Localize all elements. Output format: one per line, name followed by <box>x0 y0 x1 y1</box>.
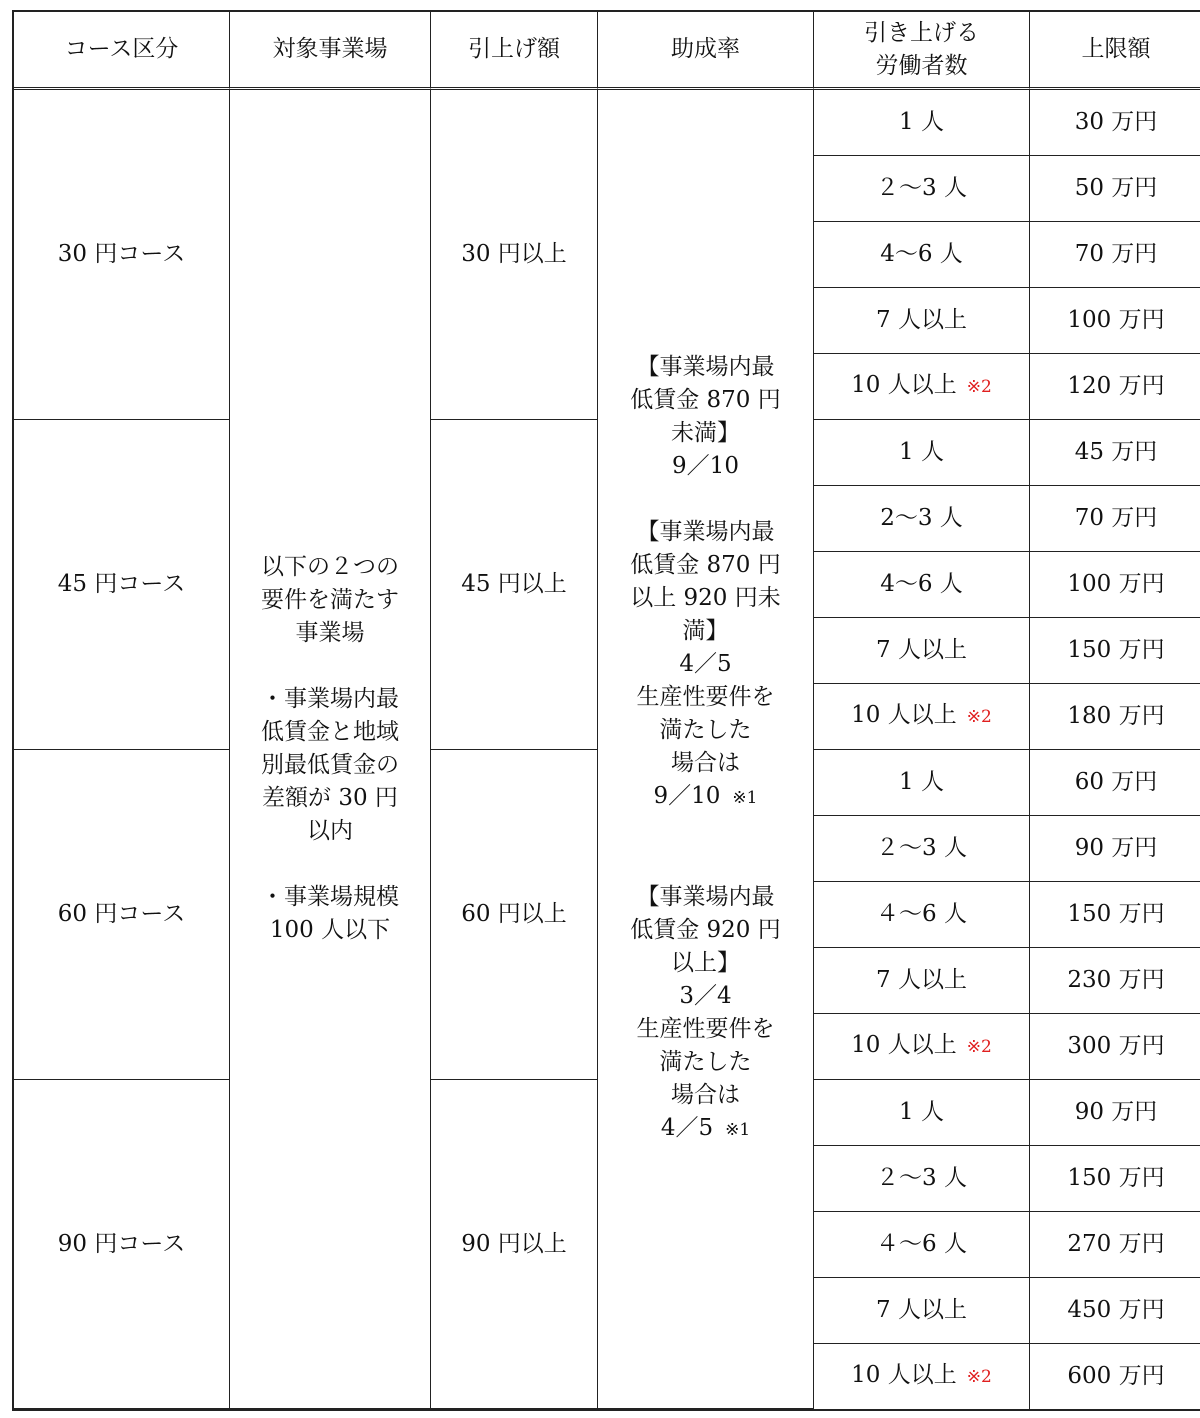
rate-b3-ratio: 3／4 <box>679 983 732 1009</box>
workers-count: ４～6 人 <box>814 1212 1030 1278</box>
header-workers <box>814 12 1030 90</box>
limit-amount: 180 万円 <box>1030 684 1200 750</box>
workers-count-with-note <box>814 1344 1030 1409</box>
rate-b3-line: 以上】 <box>671 950 740 976</box>
header-course: コース区分 <box>14 12 230 90</box>
rate-b1-line: 【事業場内最 <box>636 354 775 380</box>
limit-amount: 70 万円 <box>1030 486 1200 552</box>
limit-amount: 450 万円 <box>1030 1278 1200 1344</box>
workers-count: 7 人以上 <box>814 618 1030 684</box>
workers-count: 7 人以上 <box>814 948 1030 1014</box>
course-name: 90 円コース <box>14 1080 230 1409</box>
workers-count: ２～3 人 <box>814 816 1030 882</box>
footnote-marker: ※2 <box>966 1037 992 1057</box>
workers-count: 2～3 人 <box>814 486 1030 552</box>
header-limit: 上限額 <box>1030 12 1200 90</box>
target-req1-line: 以内 <box>307 818 353 844</box>
workers-count: 7 人以上 <box>814 288 1030 354</box>
footnote-marker: ※2 <box>966 707 992 727</box>
workers-count: 10 人以上 <box>851 372 957 398</box>
target-req1-line: 差額が 30 円 <box>262 785 398 811</box>
rate-b2-prod-line: 場合は <box>671 750 740 776</box>
target-intro-line: 以下の２つの <box>261 554 399 580</box>
target-req2-line: 100 人以下 <box>269 917 391 943</box>
workers-count: 10 人以上 <box>851 1032 957 1058</box>
limit-amount: 100 万円 <box>1030 288 1200 354</box>
course-raise: 45 円以上 <box>431 420 598 750</box>
limit-amount: 600 万円 <box>1067 1363 1165 1389</box>
rate-b2-ratio: 4／5 <box>679 651 732 677</box>
spacer <box>606 483 805 516</box>
rate-b3-prod-line: 満たした <box>659 1049 752 1075</box>
limit-amount: 230 万円 <box>1030 948 1200 1014</box>
header-workers-line2: 労働者数 <box>875 52 968 79</box>
workers-count: 1 人 <box>814 420 1030 486</box>
workers-count-with-note <box>814 684 1030 750</box>
rate-b1-ratio: 9／10 <box>672 453 739 479</box>
rate-b2-prod-ratio-line <box>606 780 805 815</box>
limit-amount: 300 万円 <box>1030 1014 1200 1080</box>
workers-count: 4～6 人 <box>814 552 1030 618</box>
spacer <box>606 815 805 848</box>
workers-count: 7 人以上 <box>814 1278 1030 1344</box>
rate-b3-note: ※1 <box>725 1120 751 1140</box>
limit-amount: 70 万円 <box>1030 222 1200 288</box>
limit-amount: 50 万円 <box>1030 156 1200 222</box>
rate-b2-line: 低賃金 870 円 <box>630 552 781 578</box>
table-row <box>14 90 1200 156</box>
header-target: 対象事業場 <box>230 12 431 90</box>
workers-count: ２～3 人 <box>814 1146 1030 1212</box>
workers-count: 1 人 <box>814 90 1030 156</box>
rate-b2-prod-ratio: 9／10 <box>653 783 721 809</box>
course-raise: 30 円以上 <box>431 90 598 420</box>
course-name: 60 円コース <box>14 750 230 1080</box>
workers-count: ２～3 人 <box>814 156 1030 222</box>
rate-b2-prod-line: 満たした <box>659 717 752 743</box>
limit-amount: 60 万円 <box>1030 750 1200 816</box>
header-raise: 引上げ額 <box>431 12 598 90</box>
subsidy-rate <box>598 90 814 1409</box>
course-name: 45 円コース <box>14 420 230 750</box>
workers-count: 1 人 <box>814 750 1030 816</box>
subsidy-course-table <box>12 10 1200 1411</box>
limit-amount: 90 万円 <box>1030 1080 1200 1146</box>
spacer <box>606 848 805 881</box>
rate-b1-line: 未満】 <box>671 420 740 446</box>
footnote-marker: ※2 <box>966 377 992 397</box>
limit-amount: 150 万円 <box>1030 882 1200 948</box>
header-workers-line1: 引き上げる <box>864 19 979 46</box>
footnote-marker: ※2 <box>966 1367 992 1387</box>
course-raise: 90 円以上 <box>431 1080 598 1409</box>
target-intro-line: 事業場 <box>295 620 365 646</box>
workers-count: 4～6 人 <box>814 222 1030 288</box>
target-req2-line: ・事業場規模 <box>261 884 399 910</box>
header-rate: 助成率 <box>598 12 814 90</box>
spacer <box>236 650 424 683</box>
target-intro-line: 要件を満たす <box>261 587 399 613</box>
rate-b2-line: 【事業場内最 <box>636 519 775 545</box>
target-conditions <box>230 90 431 1409</box>
limit-amount: 30 万円 <box>1030 90 1200 156</box>
workers-count-with-note <box>814 354 1030 420</box>
workers-count: ４～6 人 <box>814 882 1030 948</box>
limit-amount: 270 万円 <box>1030 1212 1200 1278</box>
subsidy-course-table-container <box>12 10 1200 1411</box>
rate-b2-note: ※1 <box>732 788 758 808</box>
rate-b2-line: 以上 920 円未 <box>630 585 781 611</box>
course-name: 30 円コース <box>14 90 230 420</box>
rate-b3-line: 【事業場内最 <box>636 884 775 910</box>
rate-b3-prod-line: 生産性要件を <box>636 1016 775 1042</box>
rate-b3-line: 低賃金 920 円 <box>630 917 781 943</box>
course-raise: 60 円以上 <box>431 750 598 1080</box>
limit-amount: 90 万円 <box>1030 816 1200 882</box>
limit-amount: 150 万円 <box>1030 618 1200 684</box>
spacer <box>236 848 424 881</box>
workers-count: 1 人 <box>814 1080 1030 1146</box>
limit-amount: 150 万円 <box>1030 1146 1200 1212</box>
target-req1-line: ・事業場内最 <box>261 686 399 712</box>
target-req1-line: 低賃金と地域 <box>261 719 399 745</box>
rate-b3-prod-ratio: 4／5 <box>660 1115 714 1141</box>
limit-amount: 100 万円 <box>1030 552 1200 618</box>
limit-amount: 120 万円 <box>1030 354 1200 420</box>
workers-count: 10 人以上 <box>851 702 957 728</box>
rate-b3-prod-line: 場合は <box>671 1082 740 1108</box>
table-header-row <box>14 12 1200 90</box>
rate-b2-line: 満】 <box>682 618 729 644</box>
rate-b1-line: 低賃金 870 円 <box>630 387 781 413</box>
limit-amount: 45 万円 <box>1030 420 1200 486</box>
workers-count-with-note <box>814 1014 1030 1080</box>
target-req1-line: 別最低賃金の <box>261 752 399 778</box>
workers-count: 10 人以上 <box>851 1362 957 1388</box>
rate-b2-prod-line: 生産性要件を <box>636 684 775 710</box>
rate-b3-prod-ratio-line <box>606 1112 805 1147</box>
